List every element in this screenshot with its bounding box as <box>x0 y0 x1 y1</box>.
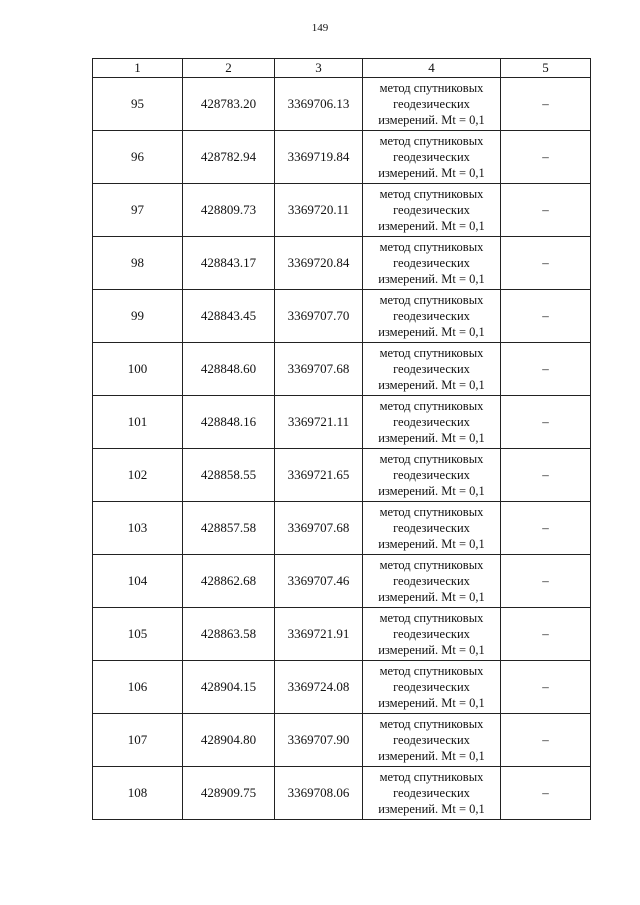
x-coordinate-cell: 428904.80 <box>183 714 275 767</box>
x-coordinate-cell: 428809.73 <box>183 184 275 237</box>
x-coordinate-cell: 428858.55 <box>183 449 275 502</box>
column-5-cell: – <box>501 290 591 343</box>
table-row <box>93 290 591 343</box>
point-number-cell: 103 <box>93 502 183 555</box>
point-number-cell: 102 <box>93 449 183 502</box>
method-line: измерений. Mt = 0,1 <box>378 484 485 498</box>
point-number-cell: 96 <box>93 131 183 184</box>
column-5-cell: – <box>501 714 591 767</box>
method-cell <box>363 767 501 820</box>
y-coordinate-cell: 3369707.70 <box>275 290 363 343</box>
method-line: измерений. Mt = 0,1 <box>378 166 485 180</box>
table-row <box>93 396 591 449</box>
method-cell <box>363 290 501 343</box>
x-coordinate-cell: 428909.75 <box>183 767 275 820</box>
method-line: метод спутниковых <box>379 770 484 784</box>
method-line: геодезических <box>393 468 470 482</box>
method-cell <box>363 555 501 608</box>
method-line: геодезических <box>393 97 470 111</box>
point-number-cell: 104 <box>93 555 183 608</box>
point-number-cell: 105 <box>93 608 183 661</box>
column-5-cell: – <box>501 661 591 714</box>
method-line: геодезических <box>393 309 470 323</box>
method-cell <box>363 184 501 237</box>
method-line: метод спутниковых <box>379 611 484 625</box>
method-line: геодезических <box>393 415 470 429</box>
column-5-cell: – <box>501 184 591 237</box>
method-line: метод спутниковых <box>379 81 484 95</box>
method-line: измерений. Mt = 0,1 <box>378 325 485 339</box>
method-line: геодезических <box>393 521 470 535</box>
x-coordinate-cell: 428782.94 <box>183 131 275 184</box>
y-coordinate-cell: 3369707.90 <box>275 714 363 767</box>
x-coordinate-cell: 428843.45 <box>183 290 275 343</box>
method-line: метод спутниковых <box>379 664 484 678</box>
method-line: геодезических <box>393 150 470 164</box>
method-line: геодезических <box>393 362 470 376</box>
method-line: метод спутниковых <box>379 240 484 254</box>
method-line: метод спутниковых <box>379 399 484 413</box>
method-cell <box>363 396 501 449</box>
x-coordinate-cell: 428863.58 <box>183 608 275 661</box>
column-5-cell: – <box>501 502 591 555</box>
method-line: измерений. Mt = 0,1 <box>378 431 485 445</box>
table-row <box>93 131 591 184</box>
x-coordinate-cell: 428848.60 <box>183 343 275 396</box>
method-line: геодезических <box>393 733 470 747</box>
coordinates-table <box>92 58 591 820</box>
point-number-cell: 101 <box>93 396 183 449</box>
method-line: измерений. Mt = 0,1 <box>378 378 485 392</box>
method-line: измерений. Mt = 0,1 <box>378 590 485 604</box>
table-row <box>93 184 591 237</box>
method-line: геодезических <box>393 786 470 800</box>
table-row <box>93 608 591 661</box>
column-header: 5 <box>501 59 591 78</box>
method-line: метод спутниковых <box>379 558 484 572</box>
table-row <box>93 237 591 290</box>
column-5-cell: – <box>501 555 591 608</box>
method-line: геодезических <box>393 574 470 588</box>
table-row <box>93 555 591 608</box>
method-line: геодезических <box>393 256 470 270</box>
column-5-cell: – <box>501 131 591 184</box>
point-number-cell: 107 <box>93 714 183 767</box>
method-line: метод спутниковых <box>379 505 484 519</box>
method-cell <box>363 449 501 502</box>
method-line: метод спутниковых <box>379 293 484 307</box>
x-coordinate-cell: 428848.16 <box>183 396 275 449</box>
method-cell <box>363 714 501 767</box>
table-row <box>93 449 591 502</box>
x-coordinate-cell: 428857.58 <box>183 502 275 555</box>
method-line: измерений. Mt = 0,1 <box>378 802 485 816</box>
column-5-cell: – <box>501 767 591 820</box>
point-number-cell: 95 <box>93 78 183 131</box>
y-coordinate-cell: 3369721.65 <box>275 449 363 502</box>
method-line: метод спутниковых <box>379 187 484 201</box>
y-coordinate-cell: 3369707.46 <box>275 555 363 608</box>
table-row <box>93 343 591 396</box>
column-header: 1 <box>93 59 183 78</box>
x-coordinate-cell: 428862.68 <box>183 555 275 608</box>
method-line: геодезических <box>393 680 470 694</box>
column-5-cell: – <box>501 343 591 396</box>
point-number-cell: 98 <box>93 237 183 290</box>
point-number-cell: 97 <box>93 184 183 237</box>
method-line: измерений. Mt = 0,1 <box>378 537 485 551</box>
column-5-cell: – <box>501 78 591 131</box>
point-number-cell: 106 <box>93 661 183 714</box>
method-line: метод спутниковых <box>379 134 484 148</box>
y-coordinate-cell: 3369708.06 <box>275 767 363 820</box>
column-5-cell: – <box>501 237 591 290</box>
table-row <box>93 78 591 131</box>
x-coordinate-cell: 428904.15 <box>183 661 275 714</box>
column-header: 2 <box>183 59 275 78</box>
method-line: измерений. Mt = 0,1 <box>378 749 485 763</box>
method-line: измерений. Mt = 0,1 <box>378 272 485 286</box>
point-number-cell: 108 <box>93 767 183 820</box>
point-number-cell: 100 <box>93 343 183 396</box>
column-header: 3 <box>275 59 363 78</box>
table-row <box>93 661 591 714</box>
column-5-cell: – <box>501 608 591 661</box>
table-row <box>93 502 591 555</box>
y-coordinate-cell: 3369707.68 <box>275 502 363 555</box>
method-line: геодезических <box>393 203 470 217</box>
page-number: 149 <box>311 22 329 34</box>
y-coordinate-cell: 3369720.84 <box>275 237 363 290</box>
method-cell <box>363 608 501 661</box>
y-coordinate-cell: 3369721.11 <box>275 396 363 449</box>
table-row <box>93 714 591 767</box>
table-row <box>93 767 591 820</box>
method-line: измерений. Mt = 0,1 <box>378 219 485 233</box>
y-coordinate-cell: 3369707.68 <box>275 343 363 396</box>
y-coordinate-cell: 3369706.13 <box>275 78 363 131</box>
method-cell <box>363 237 501 290</box>
column-5-cell: – <box>501 396 591 449</box>
method-cell <box>363 131 501 184</box>
method-line: метод спутниковых <box>379 717 484 731</box>
method-line: метод спутниковых <box>379 452 484 466</box>
table-header-row <box>93 59 591 78</box>
point-number-cell: 99 <box>93 290 183 343</box>
method-cell <box>363 661 501 714</box>
method-cell <box>363 502 501 555</box>
method-line: измерений. Mt = 0,1 <box>378 643 485 657</box>
column-5-cell: – <box>501 449 591 502</box>
method-cell <box>363 343 501 396</box>
method-line: измерений. Mt = 0,1 <box>378 696 485 710</box>
method-cell <box>363 78 501 131</box>
y-coordinate-cell: 3369719.84 <box>275 131 363 184</box>
table-body <box>93 78 591 820</box>
y-coordinate-cell: 3369720.11 <box>275 184 363 237</box>
x-coordinate-cell: 428843.17 <box>183 237 275 290</box>
method-line: измерений. Mt = 0,1 <box>378 113 485 127</box>
column-header: 4 <box>363 59 501 78</box>
method-line: метод спутниковых <box>379 346 484 360</box>
y-coordinate-cell: 3369724.08 <box>275 661 363 714</box>
x-coordinate-cell: 428783.20 <box>183 78 275 131</box>
y-coordinate-cell: 3369721.91 <box>275 608 363 661</box>
method-line: геодезических <box>393 627 470 641</box>
